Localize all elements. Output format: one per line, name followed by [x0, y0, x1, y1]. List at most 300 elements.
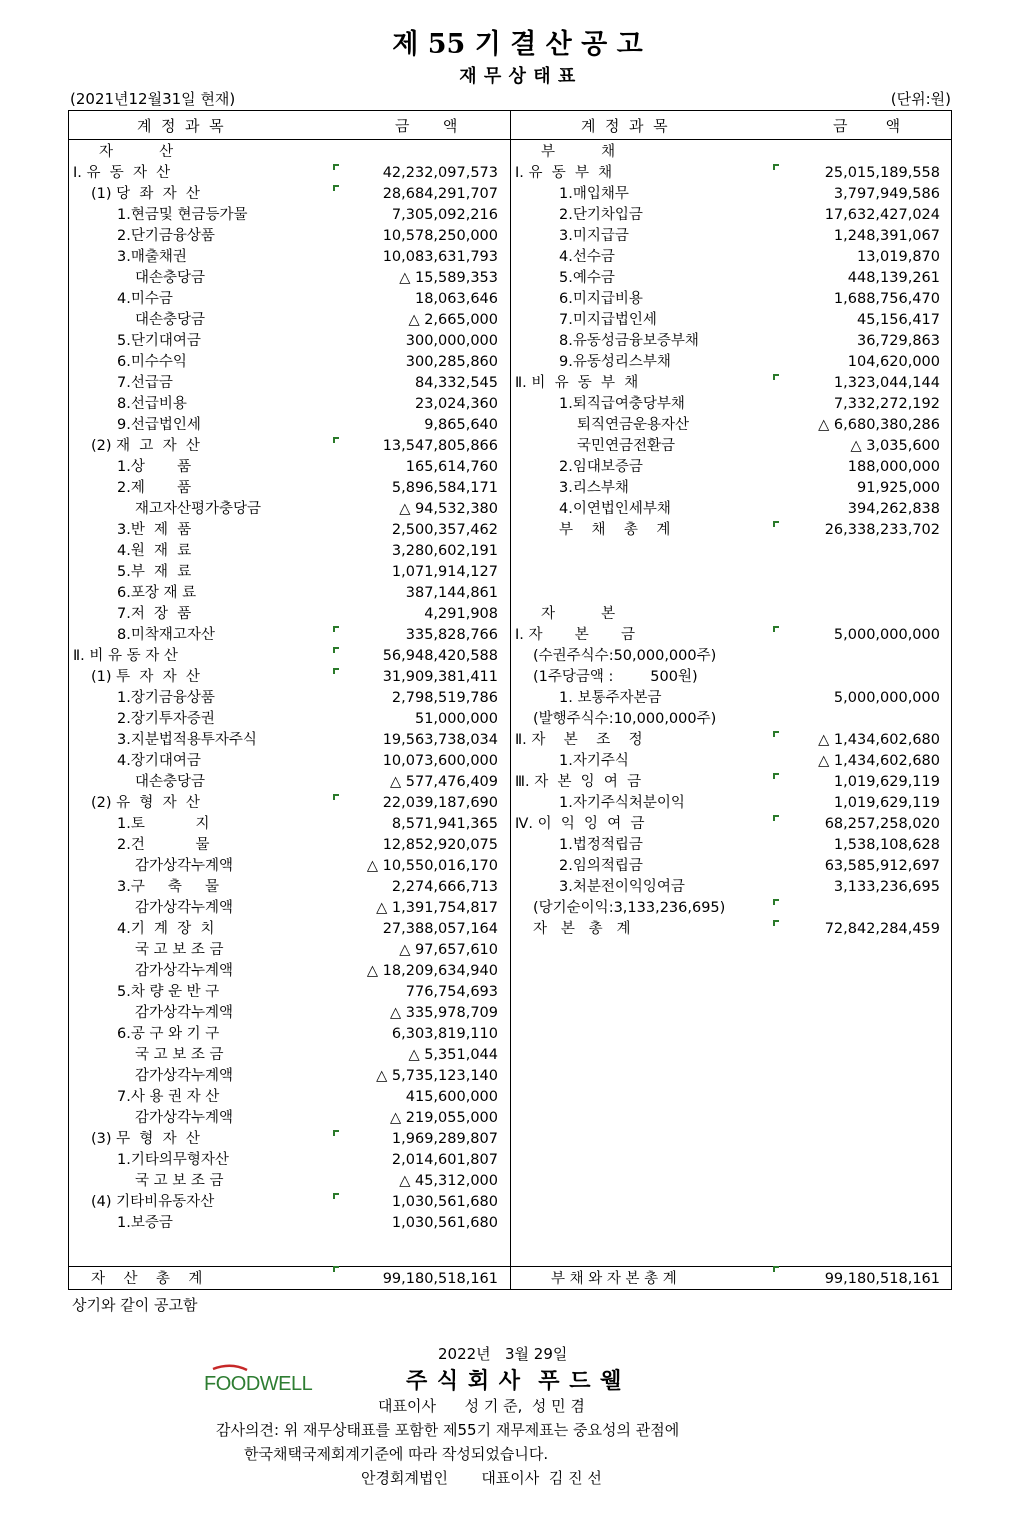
- table-row: [511, 604, 952, 625]
- account-label: 2.단기차입금: [559, 207, 643, 223]
- tick-mark: [773, 521, 779, 527]
- tick-mark: [773, 164, 779, 170]
- amount-value: 4,291,908: [424, 606, 498, 622]
- tick-mark: [333, 437, 339, 443]
- amount-value: △ 1,391,754,817: [376, 900, 498, 916]
- account-label: 대손충당금: [135, 312, 206, 328]
- account-label: Ⅰ. 유 동 자 산: [73, 165, 171, 181]
- account-label: (당기순이익:3,133,236,695): [533, 900, 726, 916]
- amount-value: △ 15,589,353: [399, 270, 498, 286]
- tick-mark: [773, 773, 779, 779]
- table-row: [69, 982, 510, 1003]
- amount-value: △ 18,209,634,940: [366, 963, 498, 979]
- account-label: (수권주식수:50,000,000주): [533, 648, 717, 664]
- account-label: 2.단기금융상품: [117, 228, 215, 244]
- tick-mark: [333, 185, 339, 191]
- account-label: 3.처분전이익잉여금: [559, 879, 685, 895]
- account-label: 대손충당금: [135, 270, 206, 286]
- amount-value: 31,909,381,411: [382, 669, 498, 685]
- account-label: 감가상각누계액: [135, 1110, 234, 1126]
- amount-value: 165,614,760: [405, 459, 498, 475]
- tick-mark: [333, 647, 339, 653]
- table-row: [69, 1213, 510, 1234]
- table-row: [511, 142, 952, 163]
- table-row: [69, 562, 510, 583]
- amount-value: 17,632,427,024: [824, 207, 940, 223]
- amount-value: 2,274,666,713: [391, 879, 498, 895]
- table-row: [69, 583, 510, 604]
- table-row: [69, 457, 510, 478]
- amount-value: 26,338,233,702: [824, 522, 940, 538]
- table-row: [69, 940, 510, 961]
- account-label: (1) 투 자 자 산: [91, 669, 200, 685]
- amount-value: 27,388,057,164: [382, 921, 498, 937]
- table-row: [69, 163, 510, 184]
- amount-value: 387,144,861: [405, 585, 498, 601]
- amount-value: 776,754,693: [405, 984, 498, 1000]
- amount-value: 10,578,250,000: [382, 228, 498, 244]
- table-row: [511, 478, 952, 499]
- table-row: [69, 1129, 510, 1150]
- amount-value: △ 97,657,610: [399, 942, 498, 958]
- audit-opinion-line-2: 한국채택국제회계기준에 따라 작성되었습니다.: [244, 1445, 549, 1463]
- tick-mark: [333, 164, 339, 170]
- assets-column: [69, 142, 510, 1234]
- amount-value: 3,280,602,191: [391, 543, 498, 559]
- account-label: 3.구 축 물: [117, 879, 219, 895]
- amount-value: 6,303,819,110: [391, 1026, 498, 1042]
- table-row: [511, 856, 952, 877]
- table-row: [69, 730, 510, 751]
- table-row: [69, 814, 510, 835]
- account-label: 감가상각누계액: [135, 858, 234, 874]
- amount-value: 2,500,357,462: [391, 522, 498, 538]
- account-label: 6.포장 재 료: [117, 585, 197, 601]
- table-row: [511, 415, 952, 436]
- tick-mark: [773, 731, 779, 737]
- table-row: [69, 1150, 510, 1171]
- total-assets-label: 자 산 총 계: [91, 1271, 203, 1287]
- account-label: 2.임의적립금: [559, 858, 643, 874]
- amount-value: 2,014,601,807: [391, 1152, 498, 1168]
- total-assets-amount: 99,180,518,161: [382, 1271, 498, 1287]
- account-label: 9.선급법인세: [117, 417, 201, 433]
- amount-value: 7,305,092,216: [391, 207, 498, 223]
- amount-value: 42,232,097,573: [382, 165, 498, 181]
- table-row: [511, 919, 952, 940]
- account-label: 5.차 량 운 반 구: [117, 984, 220, 1000]
- amount-value: 1,019,629,119: [833, 774, 940, 790]
- tick-mark: [773, 920, 779, 926]
- account-label: 1.자기주식: [559, 753, 629, 769]
- tick-mark: [773, 626, 779, 632]
- account-label: (1) 당 좌 자 산: [91, 186, 200, 202]
- amount-value: 63,585,912,697: [824, 858, 940, 874]
- table-row: [69, 1171, 510, 1192]
- table-row: [69, 184, 510, 205]
- amount-value: 23,024,360: [414, 396, 498, 412]
- table-row: [69, 604, 510, 625]
- table-row: [511, 394, 952, 415]
- amount-value: △ 1,434,602,680: [818, 753, 940, 769]
- amount-value: △ 2,665,000: [408, 312, 498, 328]
- account-label: 8.유동성금융보증부채: [559, 333, 699, 349]
- amount-value: 28,684,291,707: [382, 186, 498, 202]
- table-row: [69, 751, 510, 772]
- auditor-signature: 안경회계법인 대표이사 김 진 선: [361, 1469, 602, 1487]
- amount-value: △ 5,735,123,140: [376, 1068, 498, 1084]
- amount-value: 13,019,870: [856, 249, 940, 265]
- account-label: 자 본: [541, 606, 616, 622]
- amount-value: 5,000,000,000: [833, 690, 940, 706]
- account-label: 1. 보통주자본금: [559, 690, 662, 706]
- left-amount-header: 금 액: [395, 117, 458, 135]
- amount-value: 45,156,417: [856, 312, 940, 328]
- amount-value: 1,248,391,067: [833, 228, 940, 244]
- table-row: [69, 352, 510, 373]
- amount-value: △ 5,351,044: [408, 1047, 498, 1063]
- amount-value: 300,000,000: [405, 333, 498, 349]
- table-row: [69, 709, 510, 730]
- table-row: [69, 898, 510, 919]
- table-row: [69, 1192, 510, 1213]
- account-label: 2.장기투자증권: [117, 711, 215, 727]
- table-row: [69, 1003, 510, 1024]
- amount-value: 1,323,044,144: [833, 375, 940, 391]
- table-row: [511, 268, 952, 289]
- tick-mark: [333, 668, 339, 674]
- table-row: [511, 310, 952, 331]
- amount-value: 3,797,949,586: [833, 186, 940, 202]
- table-row: [511, 226, 952, 247]
- table-row: [69, 877, 510, 898]
- table-row: [69, 226, 510, 247]
- table-row: [69, 205, 510, 226]
- table-row: [69, 247, 510, 268]
- account-label: 4.장기대여금: [117, 753, 201, 769]
- account-label: 5.부 재 료: [117, 564, 192, 580]
- tick-mark: [333, 1266, 339, 1272]
- table-row: [511, 877, 952, 898]
- amount-value: 1,019,629,119: [833, 795, 940, 811]
- table-row: [69, 436, 510, 457]
- table-row: [69, 268, 510, 289]
- amount-value: △ 45,312,000: [399, 1173, 498, 1189]
- account-label: (2) 유 형 자 산: [91, 795, 200, 811]
- account-label: (3) 무 형 자 산: [91, 1131, 200, 1147]
- account-label: 감가상각누계액: [135, 1005, 234, 1021]
- amount-value: 12,852,920,075: [382, 837, 498, 853]
- right-account-header: 계 정 과 목: [581, 117, 668, 135]
- document-title: 제 55 기 결 산 공 고: [392, 29, 643, 60]
- account-label: Ⅲ. 자 본 잉 여 금: [515, 774, 642, 790]
- currency-unit: (단위:원): [890, 90, 951, 108]
- amount-value: 84,332,545: [414, 375, 498, 391]
- amount-value: 1,030,561,680: [391, 1215, 498, 1231]
- right-amount-header: 금 액: [833, 117, 901, 135]
- amount-value: △ 1,434,602,680: [818, 732, 940, 748]
- account-label: 6.공 구 와 기 구: [117, 1026, 220, 1042]
- notice-text: 상기와 같이 공고함: [72, 1296, 198, 1314]
- amount-value: 7,332,272,192: [833, 396, 940, 412]
- total-liabilities-equity-label: 부 채 와 자 본 총 계: [551, 1271, 677, 1287]
- balance-sheet-table: [68, 110, 952, 1290]
- amount-value: 91,925,000: [856, 480, 940, 496]
- table-row: [69, 667, 510, 688]
- account-label: 4.기 계 장 치: [117, 921, 215, 937]
- table-row: [69, 520, 510, 541]
- account-label: (1주당금액 : 500원): [533, 669, 698, 685]
- amount-value: △ 335,978,709: [389, 1005, 498, 1021]
- table-row: [511, 709, 952, 730]
- amount-value: 72,842,284,459: [824, 921, 940, 937]
- table-row: [511, 541, 952, 562]
- table-row: [69, 793, 510, 814]
- account-label: (발행주식수:10,000,000주): [533, 711, 717, 727]
- account-label: 3.반 제 품: [117, 522, 192, 538]
- amount-value: 13,547,805,866: [382, 438, 498, 454]
- tick-mark: [773, 374, 779, 380]
- account-label: Ⅰ. 유 동 부 채: [515, 165, 613, 181]
- audit-opinion-line-1: 감사의견: 위 재무상태표를 포함한 제55기 재무제표는 중요성의 관점에: [216, 1421, 680, 1439]
- table-row: [511, 373, 952, 394]
- reference-date: (2021년12월31일 현재): [70, 90, 236, 108]
- table-row: [511, 646, 952, 667]
- account-label: 자 본 총 계: [533, 921, 631, 937]
- account-label: 부 채 총 계: [559, 522, 671, 538]
- table-row: [511, 793, 952, 814]
- account-label: 국 고 보 조 금: [135, 1047, 224, 1063]
- company-name: 주 식 회 사 푸 드 웰: [406, 1368, 623, 1394]
- table-row: [69, 331, 510, 352]
- account-label: (4) 기타비유동자산: [91, 1194, 215, 1210]
- tick-mark: [333, 626, 339, 632]
- amount-value: 2,798,519,786: [391, 690, 498, 706]
- account-label: 3.매출채권: [117, 249, 187, 265]
- table-row: [69, 541, 510, 562]
- account-label: 6.미수수익: [117, 354, 187, 370]
- account-label: 4.이연법인세부채: [559, 501, 671, 517]
- account-label: 3.지분법적용투자주식: [117, 732, 257, 748]
- account-label: 국 고 보 조 금: [135, 942, 224, 958]
- table-row: [69, 1045, 510, 1066]
- account-label: 1.기타의무형자산: [117, 1152, 229, 1168]
- amount-value: 1,538,108,628: [833, 837, 940, 853]
- amount-value: 300,285,860: [405, 354, 498, 370]
- table-row: [69, 499, 510, 520]
- account-label: 1.장기금융상품: [117, 690, 215, 706]
- left-account-header: 계 정 과 목: [137, 117, 224, 135]
- account-label: 재고자산평가충당금: [135, 501, 262, 517]
- account-label: 자 산: [99, 144, 174, 160]
- account-label: (2) 재 고 자 산: [91, 438, 200, 454]
- account-label: 대손충당금: [135, 774, 206, 790]
- account-label: Ⅳ. 이 익 잉 여 금: [515, 816, 645, 832]
- tick-mark: [773, 1266, 779, 1272]
- account-label: 4.선수금: [559, 249, 615, 265]
- table-row: [511, 835, 952, 856]
- amount-value: △ 94,532,380: [399, 501, 498, 517]
- table-row: [511, 457, 952, 478]
- account-label: 7.미지급법인세: [559, 312, 657, 328]
- table-row: [511, 331, 952, 352]
- document-subtitle: 재 무 상 태 표: [459, 66, 576, 87]
- table-row: [511, 184, 952, 205]
- account-label: 1.퇴직급여충당부채: [559, 396, 685, 412]
- table-row: [69, 1087, 510, 1108]
- amount-value: 36,729,863: [856, 333, 940, 349]
- account-label: 부 채: [541, 144, 616, 160]
- account-label: 국민연금전환금: [577, 438, 676, 454]
- account-label: 1.자기주식처분이익: [559, 795, 685, 811]
- table-row: [511, 751, 952, 772]
- amount-value: 51,000,000: [414, 711, 498, 727]
- header-divider: [69, 139, 951, 140]
- amount-value: 25,015,189,558: [824, 165, 940, 181]
- amount-value: 56,948,420,588: [382, 648, 498, 664]
- table-row: [511, 667, 952, 688]
- representative-line: 대표이사 성 기 준, 성 민 겸: [378, 1397, 585, 1415]
- amount-value: 5,896,584,171: [391, 480, 498, 496]
- account-label: 8.미착재고자산: [117, 627, 215, 643]
- account-label: Ⅱ. 비 유 동 부 채: [515, 375, 639, 391]
- total-liabilities-equity-amount: 99,180,518,161: [824, 1271, 940, 1287]
- liabilities-equity-column: [511, 142, 952, 940]
- amount-value: △ 219,055,000: [389, 1110, 498, 1126]
- account-label: 8.선급비용: [117, 396, 187, 412]
- account-label: Ⅱ. 자 본 조 정: [515, 732, 643, 748]
- amount-value: 335,828,766: [405, 627, 498, 643]
- table-row: [69, 310, 510, 331]
- amount-value: △ 6,680,380,286: [818, 417, 940, 433]
- table-row: [511, 436, 952, 457]
- amount-value: △ 10,550,016,170: [366, 858, 498, 874]
- amount-value: 3,133,236,695: [833, 879, 940, 895]
- account-label: 4.원 재 료: [117, 543, 192, 559]
- amount-value: 104,620,000: [847, 354, 940, 370]
- table-row: [511, 163, 952, 184]
- table-row: [511, 583, 952, 604]
- table-row: [511, 730, 952, 751]
- amount-value: 1,969,289,807: [391, 1131, 498, 1147]
- table-row: [69, 646, 510, 667]
- account-label: 1.토 지: [117, 816, 210, 832]
- amount-value: 68,257,258,020: [824, 816, 940, 832]
- tick-mark: [333, 1130, 339, 1136]
- account-label: 1.매입채무: [559, 186, 629, 202]
- account-label: 4.미수금: [117, 291, 173, 307]
- amount-value: 448,139,261: [847, 270, 940, 286]
- account-label: 2.임대보증금: [559, 459, 643, 475]
- table-row: [69, 961, 510, 982]
- amount-value: △ 577,476,409: [389, 774, 498, 790]
- tick-mark: [333, 1193, 339, 1199]
- account-label: 퇴직연금운용자산: [577, 417, 690, 433]
- table-row: [69, 919, 510, 940]
- table-row: [69, 772, 510, 793]
- account-label: 감가상각누계액: [135, 1068, 234, 1084]
- amount-value: 9,865,640: [424, 417, 498, 433]
- account-label: 9.유동성리스부채: [559, 354, 671, 370]
- company-logo: [203, 1364, 321, 1394]
- account-label: 7.선급금: [117, 375, 173, 391]
- amount-value: 1,071,914,127: [391, 564, 498, 580]
- table-row: [511, 772, 952, 793]
- table-row: [511, 289, 952, 310]
- amount-value: 415,600,000: [405, 1089, 498, 1105]
- table-row: [69, 1024, 510, 1045]
- svg-text:FOODWELL: FOODWELL: [204, 1373, 313, 1394]
- account-label: 3.미지급금: [559, 228, 629, 244]
- foodwell-logo-icon: [203, 1364, 321, 1394]
- amount-value: 10,073,600,000: [382, 753, 498, 769]
- table-row: [69, 856, 510, 877]
- table-row: [69, 394, 510, 415]
- table-row: [69, 688, 510, 709]
- table-row: [69, 415, 510, 436]
- account-label: 1.현금및 현금등가물: [117, 207, 248, 223]
- amount-value: 8,571,941,365: [391, 816, 498, 832]
- table-row: [511, 205, 952, 226]
- table-row: [69, 142, 510, 163]
- table-row: [511, 625, 952, 646]
- tick-mark: [333, 794, 339, 800]
- table-row: [69, 478, 510, 499]
- table-row: [511, 499, 952, 520]
- account-label: 1.법정적립금: [559, 837, 643, 853]
- account-label: Ⅰ. 자 본 금: [515, 627, 636, 643]
- amount-value: 5,000,000,000: [833, 627, 940, 643]
- account-label: Ⅱ. 비 유 동 자 산: [73, 648, 178, 664]
- tick-mark: [773, 815, 779, 821]
- amount-value: 10,083,631,793: [382, 249, 498, 265]
- amount-value: 394,262,838: [847, 501, 940, 517]
- account-label: 국 고 보 조 금: [135, 1173, 224, 1189]
- account-label: 감가상각누계액: [135, 900, 234, 916]
- amount-value: 1,030,561,680: [391, 1194, 498, 1210]
- table-row: [511, 520, 952, 541]
- account-label: 1.보증금: [117, 1215, 173, 1231]
- table-row: [511, 814, 952, 835]
- table-row: [511, 562, 952, 583]
- table-row: [69, 625, 510, 646]
- account-label: 5.예수금: [559, 270, 615, 286]
- table-row: [511, 898, 952, 919]
- account-label: 5.단기대여금: [117, 333, 201, 349]
- table-row: [69, 373, 510, 394]
- amount-value: 19,563,738,034: [382, 732, 498, 748]
- account-label: 1.상 품: [117, 459, 192, 475]
- table-row: [69, 1108, 510, 1129]
- amount-value: 1,688,756,470: [833, 291, 940, 307]
- account-label: 7.저 장 품: [117, 606, 192, 622]
- account-label: 3.리스부채: [559, 480, 629, 496]
- amount-value: 188,000,000: [847, 459, 940, 475]
- tick-mark: [773, 899, 779, 905]
- account-label: 7.사 용 권 자 산: [117, 1089, 220, 1105]
- table-row: [69, 289, 510, 310]
- account-label: 6.미지급비용: [559, 291, 643, 307]
- table-row: [511, 688, 952, 709]
- account-label: 감가상각누계액: [135, 963, 234, 979]
- table-row: [69, 835, 510, 856]
- publication-date: 2022년 3월 29일: [438, 1345, 568, 1363]
- amount-value: 18,063,646: [414, 291, 498, 307]
- table-row: [511, 247, 952, 268]
- table-row: [69, 1066, 510, 1087]
- footer-divider: [69, 1266, 951, 1267]
- table-row: [511, 352, 952, 373]
